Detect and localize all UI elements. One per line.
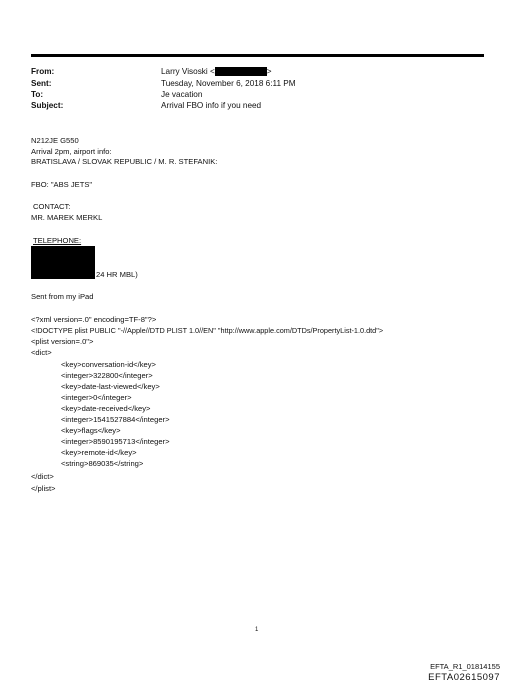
subject-label: Subject: <box>31 101 64 110</box>
to-label: To: <box>31 90 44 99</box>
xml-doctype: <!DOCTYPE plist PUBLIC "-//Apple//DTD PLIST 1.0//EN" "http://www.apple.com/DTDs/PropertyList-1.0.dtd"> <box>31 326 384 335</box>
body-line-airport: BRATISLAVA / SLOVAK REPUBLIC / M. R. STEFANIK: <box>31 157 218 166</box>
bates-number-primary: EFTA02615097 <box>428 672 500 683</box>
sent-value: Tuesday, November 6, 2018 6:11 PM <box>161 79 296 88</box>
xml-line: <integer>0</integer> <box>61 393 132 402</box>
body-telephone-suffix: 24 HR MBL) <box>96 270 138 279</box>
body-fbo: FBO: "ABS JETS" <box>31 180 93 189</box>
bates-number-secondary: EFTA_R1_01814155 <box>430 662 500 671</box>
from-suffix: > <box>266 67 272 76</box>
body-telephone-label: TELEPHONE: <box>33 236 82 245</box>
xml-dict-open: <dict> <box>31 348 52 357</box>
subject-value: Arrival FBO info if you need <box>161 101 262 110</box>
from-name: Larry Visoski < <box>161 67 215 76</box>
xml-plist-close: </plist> <box>31 484 56 493</box>
from-label: From: <box>31 67 55 76</box>
to-value: Je vacation <box>161 90 203 99</box>
xml-dict-close: </dict> <box>31 472 54 481</box>
body-line-arrival: Arrival 2pm, airport info: <box>31 147 112 156</box>
xml-line: <key>date-received</key> <box>61 404 151 413</box>
xml-line: <string>869035</string> <box>61 459 144 468</box>
sent-label: Sent: <box>31 79 52 88</box>
page-number: 1 <box>255 627 259 633</box>
header-rule <box>31 54 484 57</box>
xml-line: <key>conversation-id</key> <box>61 360 156 369</box>
xml-line: <integer>8590195713</integer> <box>61 437 170 446</box>
body-contact-label: CONTACT: <box>33 202 71 211</box>
body-line-aircraft: N212JE G550 <box>31 136 79 145</box>
xml-line: <integer>322800</integer> <box>61 371 153 380</box>
xml-declaration: <?xml version=.0" encoding=TF-8"?> <box>31 315 157 324</box>
xml-line: <key>flags</key> <box>61 426 121 435</box>
xml-plist-open: <plist version=.0"> <box>31 337 94 346</box>
xml-line: <key>remote-id</key> <box>61 448 137 457</box>
redaction-email <box>215 67 267 76</box>
body-contact-name: MR. MAREK MERKL <box>31 213 103 222</box>
body-signature: Sent from my iPad <box>31 292 94 301</box>
xml-line: <key>date-last-viewed</key> <box>61 382 160 391</box>
redaction-telephone <box>31 246 95 279</box>
xml-line: <integer>1541527884</integer> <box>61 415 170 424</box>
from-value <box>161 66 272 77</box>
